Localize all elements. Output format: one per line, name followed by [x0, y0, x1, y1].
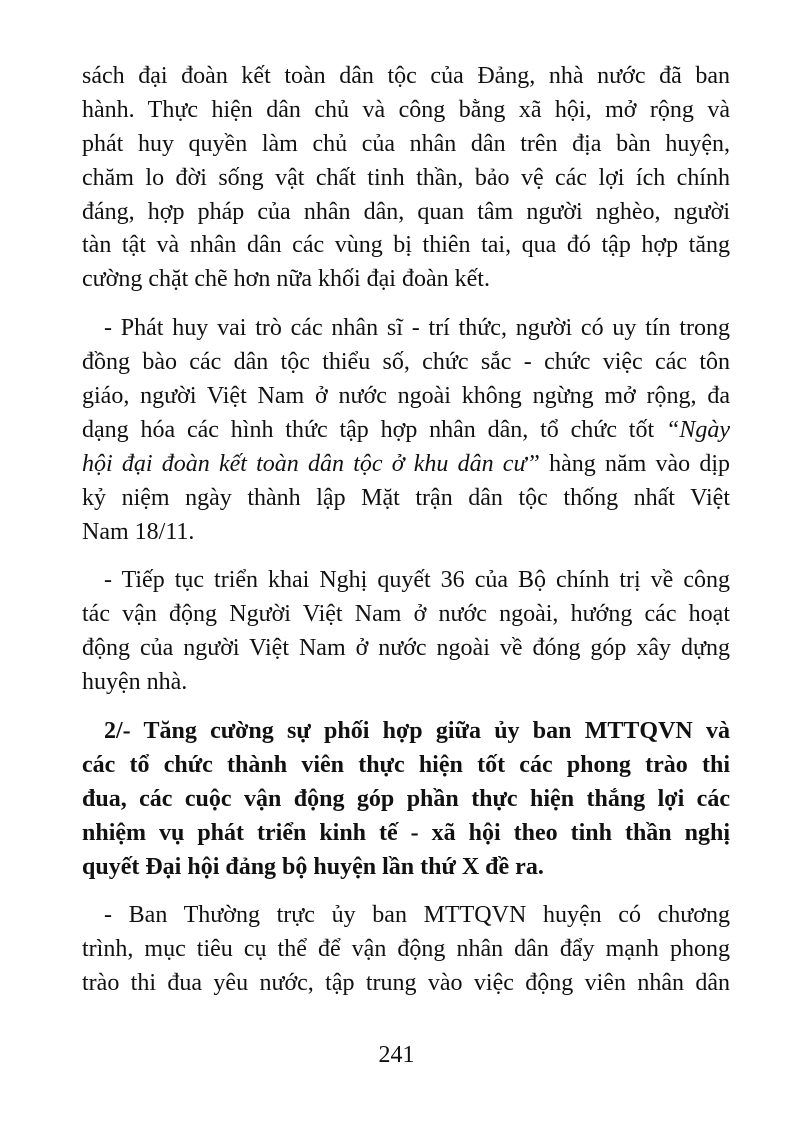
text-line: huyện nhà. [82, 669, 188, 696]
text-line: trào thi đua yêu nước, tập trung vào việc động viên nhân dân [82, 970, 730, 997]
text-line-with-quote-start [82, 414, 730, 448]
text-line: Nam 18/11. [82, 518, 195, 545]
heading-line: 2/- Tăng cường sự phối hợp giữa ủy ban MTTQVN và [104, 718, 730, 745]
text-segment: hàng năm vào dịp [539, 450, 730, 477]
text-line: - Phát huy vai trò các nhân sĩ - trí thức, người có uy tín trong [104, 315, 730, 342]
section-heading [82, 715, 730, 884]
text-line: đáng, hợp pháp của nhân dân, quan tâm người nghèo, người [82, 198, 730, 225]
text-line: - Tiếp tục triển khai Nghị quyết 36 của Bộ chính trị về công [104, 567, 730, 594]
heading-line: đua, các cuộc vận động góp phần thực hiện thắng lợi các [82, 785, 730, 812]
text-line: phát huy quyền làm chủ của nhân dân trên địa bàn huyện, [82, 130, 730, 157]
text-line: hành. Thực hiện dân chủ và công bằng xã hội, mở rộng và [82, 96, 730, 123]
paragraph-2 [82, 312, 730, 549]
text-line: giáo, người Việt Nam ở nước ngoài không ngừng mở rộng, đa [82, 383, 730, 410]
text-line: tàn tật và nhân dân các vùng bị thiên tai, qua đó tập hợp tăng [82, 232, 730, 259]
heading-line: quyết Đại hội đảng bộ huyện lần thứ X đề ra. [82, 853, 544, 880]
text-line: sách đại đoàn kết toàn dân tộc của Đảng, nhà nước đã ban [82, 63, 730, 89]
page-number: 241 [378, 1042, 415, 1068]
quote-italic: hội đại đoàn kết toàn dân tộc ở khu dân cư” [82, 450, 540, 477]
text-line: - Ban Thường trực ủy ban MTTQVN huyện có chương [104, 902, 730, 929]
text-line: tác vận động Người Việt Nam ở nước ngoài, hướng các hoạt [82, 601, 730, 628]
text-segment: dạng hóa các hình thức tập hợp nhân dân, tổ chức tốt [82, 416, 655, 443]
paragraph-5 [82, 899, 730, 1001]
paragraph-1 [82, 60, 730, 297]
text-line-with-quote [82, 448, 730, 482]
quote-start: “Ngày [666, 416, 731, 443]
text-line: kỷ niệm ngày thành lập Mặt trận dân tộc thống nhất Việt [82, 484, 730, 511]
text-line: trình, mục tiêu cụ thể để vận động nhân dân đẩy mạnh phong [82, 936, 730, 963]
heading-line: các tổ chức thành viên thực hiện tốt các phong trào thi [82, 751, 730, 778]
page-body [82, 60, 730, 1016]
paragraph-3 [82, 564, 730, 700]
text-line: động của người Việt Nam ở nước ngoài về đóng góp xây dựng [82, 635, 730, 662]
text-line: chăm lo đời sống vật chất tinh thần, bảo vệ các lợi ích chính [82, 164, 730, 191]
heading-line: nhiệm vụ phát triển kinh tế - xã hội theo tinh thần nghị [82, 819, 730, 846]
text-line: cường chặt chẽ hơn nữa khối đại đoàn kết. [82, 266, 490, 293]
text-line: đồng bào các dân tộc thiểu số, chức sắc - chức việc các tôn [82, 349, 730, 376]
